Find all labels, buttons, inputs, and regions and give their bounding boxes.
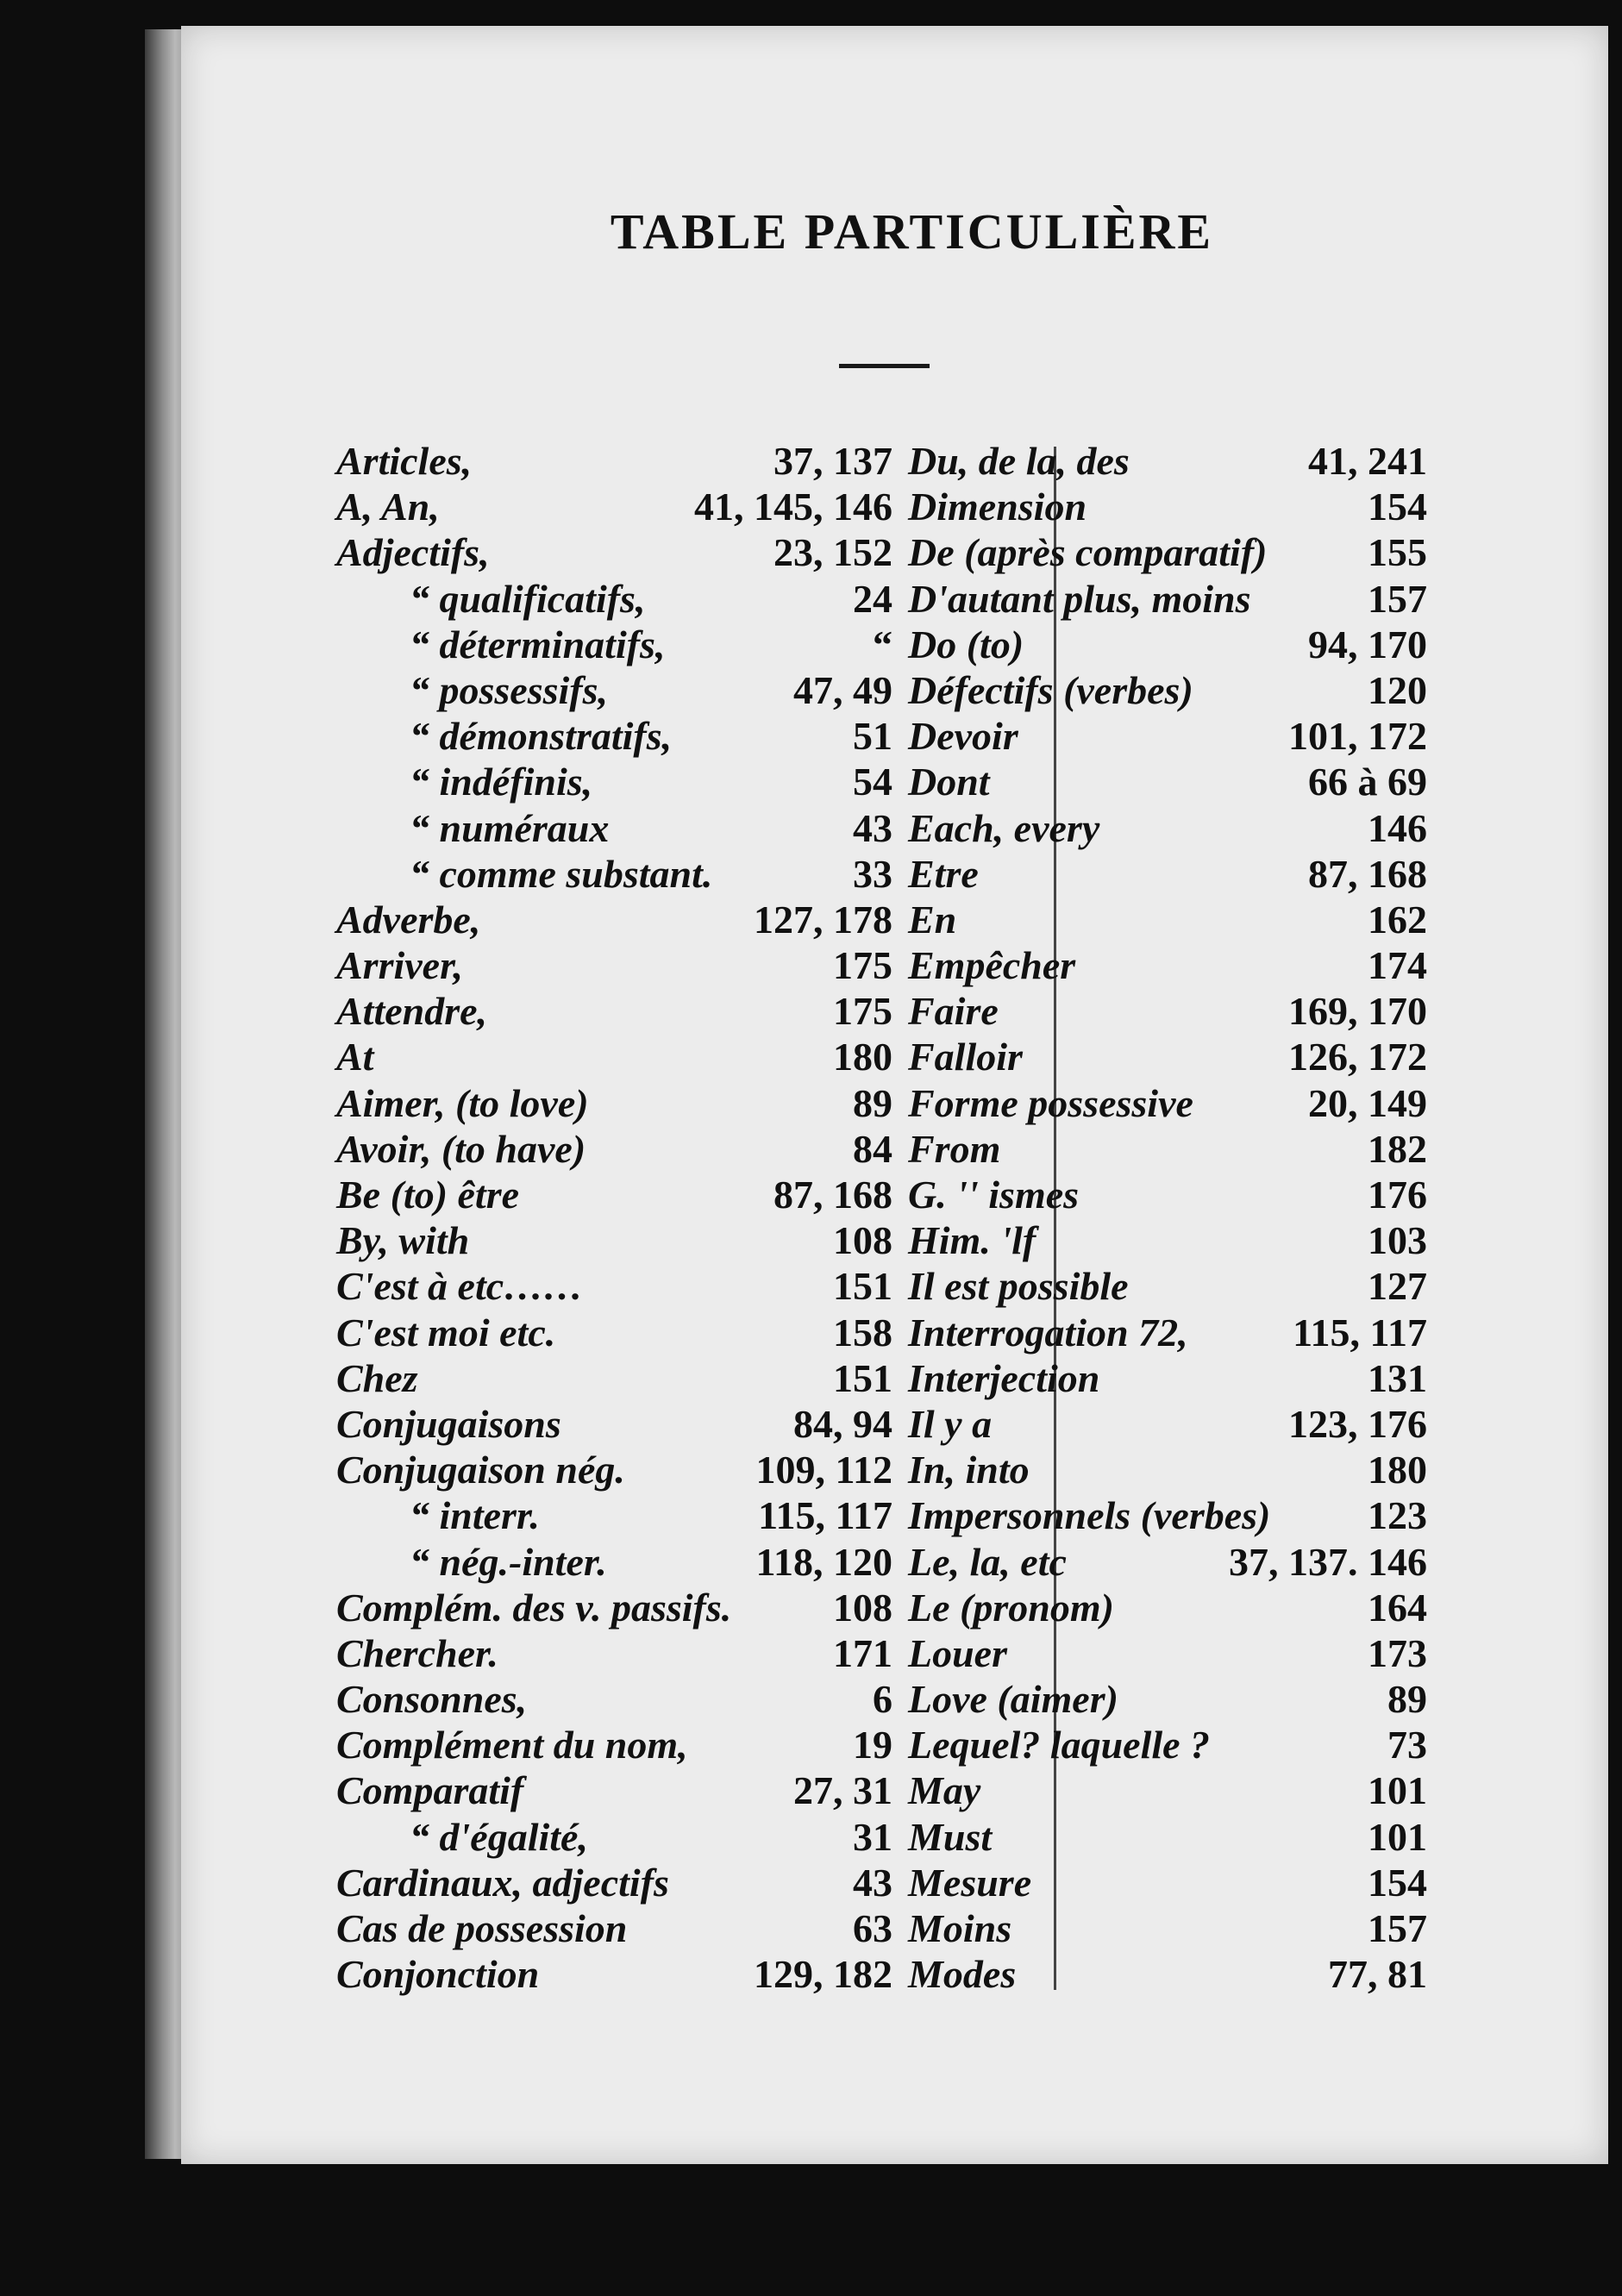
index-entry bbox=[336, 1355, 892, 1401]
index-entry-label: Dont bbox=[908, 760, 990, 804]
index-entry bbox=[336, 1814, 892, 1860]
index-entry-pages: 146 bbox=[1368, 805, 1427, 850]
index-entry bbox=[336, 1401, 892, 1447]
index-entry-label: “ déterminatifs, bbox=[410, 622, 666, 666]
book-page bbox=[181, 26, 1608, 2164]
index-entry-label: Modes bbox=[908, 1952, 1017, 1997]
index-entry bbox=[336, 1539, 892, 1585]
index-entry bbox=[908, 1722, 1427, 1767]
index-entry bbox=[908, 988, 1427, 1034]
index-entry-label: Interjection bbox=[908, 1355, 1100, 1400]
index-entry bbox=[908, 1217, 1427, 1263]
index-entry bbox=[336, 897, 892, 942]
index-entry-pages: 37, 137. 146 bbox=[1229, 1539, 1427, 1584]
index-entry bbox=[908, 576, 1427, 622]
index-entry-label: Complément du nom, bbox=[336, 1723, 688, 1767]
index-entry bbox=[908, 1767, 1427, 1813]
index-entry-pages: 19 bbox=[853, 1723, 892, 1767]
index-entry-label: Chercher. bbox=[336, 1630, 498, 1675]
index-entry-label: Do (to) bbox=[908, 622, 1024, 666]
index-entry-label: “ comme substant. bbox=[410, 851, 713, 896]
index-entry-pages: 154 bbox=[1368, 485, 1427, 529]
index-entry bbox=[908, 1355, 1427, 1401]
index-entry bbox=[908, 622, 1427, 667]
index-entry-pages: 175 bbox=[833, 943, 892, 988]
index-entry-pages: 37, 137 bbox=[773, 439, 892, 483]
index-entry-label: Il y a bbox=[908, 1401, 993, 1446]
index-entry-pages: 101, 172 bbox=[1288, 714, 1427, 759]
index-entry-pages: 101 bbox=[1368, 1814, 1427, 1859]
index-entry-label: Chez bbox=[336, 1355, 418, 1400]
index-entry-label: “ possessifs, bbox=[410, 667, 609, 712]
index-entry-pages: 94, 170 bbox=[1308, 622, 1427, 666]
index-entry bbox=[908, 1126, 1427, 1172]
index-entry-pages: 127, 178 bbox=[754, 897, 892, 942]
page-title: TABLE PARTICULIÈRE bbox=[610, 203, 1214, 260]
index-entry-label: “ démonstratifs, bbox=[410, 714, 673, 759]
index-entry-label: Adjectifs, bbox=[336, 530, 490, 575]
index-entry-pages: 182 bbox=[1368, 1126, 1427, 1171]
index-entry bbox=[908, 1585, 1427, 1630]
index-entry bbox=[336, 1217, 892, 1263]
index-entry bbox=[336, 1860, 892, 1905]
index-entry-label: “ indéfinis, bbox=[410, 760, 593, 804]
index-entry-pages: 180 bbox=[1368, 1448, 1427, 1492]
index-entry bbox=[908, 1310, 1427, 1355]
index-entry-label: De (après comparatif) bbox=[908, 530, 1268, 575]
index-entry-pages: 89 bbox=[853, 1080, 892, 1125]
index-entry-label: Le, la, etc bbox=[908, 1539, 1067, 1584]
index-entry-pages: 31 bbox=[853, 1814, 892, 1859]
index-entry-pages: 126, 172 bbox=[1288, 1035, 1427, 1079]
index-entry-label: G. '' ismes bbox=[908, 1173, 1080, 1217]
index-entry-label: “ d'égalité, bbox=[410, 1814, 588, 1859]
index-entry bbox=[336, 1492, 892, 1538]
index-entry bbox=[908, 1539, 1427, 1585]
index-entry-label: Le (pronom) bbox=[908, 1585, 1114, 1630]
index-entry-pages: 43 bbox=[853, 805, 892, 850]
index-entry-pages: 108 bbox=[833, 1218, 892, 1263]
index-entry-pages: 129, 182 bbox=[754, 1952, 892, 1997]
index-entry bbox=[336, 1447, 892, 1492]
index-entry-pages: 77, 81 bbox=[1328, 1952, 1427, 1997]
index-entry bbox=[336, 1263, 892, 1309]
index-entry-pages: 118, 120 bbox=[755, 1539, 892, 1584]
index-entry-pages: 115, 117 bbox=[758, 1493, 892, 1538]
index-entry-label: “ interr. bbox=[410, 1493, 540, 1538]
title-rule bbox=[839, 364, 930, 368]
index-entry-label: Dimension bbox=[908, 485, 1087, 529]
index-entry-pages: “ bbox=[873, 622, 892, 666]
index-entry-label: Him. 'lf bbox=[908, 1218, 1036, 1263]
index-entry-label: Attendre, bbox=[336, 989, 488, 1034]
index-entry-pages: 157 bbox=[1368, 576, 1427, 621]
index-entry-label: From bbox=[908, 1126, 1001, 1171]
index-entry-label: A, An, bbox=[336, 485, 440, 529]
index-entry-label: C'est moi etc. bbox=[336, 1310, 556, 1354]
index-entry-label: C'est à etc…… bbox=[336, 1264, 584, 1309]
index-entry bbox=[336, 713, 892, 759]
index-entry bbox=[336, 576, 892, 622]
index-entry bbox=[336, 942, 892, 988]
index-entry bbox=[336, 1126, 892, 1172]
index-entry-pages: 131 bbox=[1368, 1355, 1427, 1400]
index-entry-label: Falloir bbox=[908, 1035, 1023, 1079]
index-column-right bbox=[908, 438, 1427, 1997]
index-entry-label: Conjugaisons bbox=[336, 1401, 561, 1446]
index-entry-pages: 54 bbox=[853, 760, 892, 804]
index-entry-pages: 41, 145, 146 bbox=[694, 485, 892, 529]
index-entry bbox=[908, 1951, 1427, 1997]
index-entry-pages: 151 bbox=[833, 1264, 892, 1309]
index-entry-pages: 66 à 69 bbox=[1308, 760, 1427, 804]
index-entry-label: Avoir, (to have) bbox=[336, 1126, 586, 1171]
index-entry-pages: 174 bbox=[1368, 943, 1427, 988]
index-entry-label: Consonnes, bbox=[336, 1677, 528, 1722]
index-entry bbox=[336, 1034, 892, 1079]
index-entry-label: “ numéraux bbox=[410, 805, 610, 850]
index-entry-pages: 123 bbox=[1368, 1493, 1427, 1538]
index-entry bbox=[336, 759, 892, 804]
index-entry bbox=[908, 1814, 1427, 1860]
index-entry bbox=[908, 759, 1427, 804]
index-entry-label: D'autant plus, moins bbox=[908, 576, 1251, 621]
index-entry-label: Mesure bbox=[908, 1860, 1032, 1905]
index-entry bbox=[336, 1767, 892, 1813]
index-entry bbox=[336, 988, 892, 1034]
index-entry-label: Be (to) être bbox=[336, 1173, 520, 1217]
index-entry-pages: 20, 149 bbox=[1308, 1080, 1427, 1125]
index-entry-label: Adverbe, bbox=[336, 897, 481, 942]
index-entry bbox=[908, 529, 1427, 575]
index-entry-pages: 84, 94 bbox=[793, 1401, 892, 1446]
index-entry-label: “ nég.-inter. bbox=[410, 1539, 607, 1584]
index-entry-pages: 84 bbox=[853, 1126, 892, 1171]
index-entry bbox=[336, 1630, 892, 1676]
index-entry-label: Impersonnels (verbes) bbox=[908, 1493, 1271, 1538]
index-entry bbox=[908, 805, 1427, 851]
index-entry-pages: 173 bbox=[1368, 1630, 1427, 1675]
index-entry bbox=[908, 1263, 1427, 1309]
index-entry-pages: 23, 152 bbox=[773, 530, 892, 575]
index-entry-pages: 24 bbox=[853, 576, 892, 621]
index-entry-pages: 27, 31 bbox=[793, 1768, 892, 1813]
index-entry-pages: 41, 241 bbox=[1308, 439, 1427, 483]
index-entry bbox=[336, 851, 892, 897]
index-entry-label: Lequel? laquelle ? bbox=[908, 1723, 1211, 1767]
index-entry-label: Du, de la, des bbox=[908, 439, 1130, 483]
index-entry-pages: 87, 168 bbox=[773, 1173, 892, 1217]
index-entry-pages: 33 bbox=[853, 851, 892, 896]
index-entry-label: Must bbox=[908, 1814, 993, 1859]
index-entry-label: Cardinaux, adjectifs bbox=[336, 1860, 669, 1905]
index-entry bbox=[908, 897, 1427, 942]
index-column-left bbox=[336, 438, 892, 1997]
index-entry bbox=[336, 438, 892, 484]
index-entry-pages: 123, 176 bbox=[1288, 1401, 1427, 1446]
index-entry-label: In, into bbox=[908, 1448, 1030, 1492]
index-entry-pages: 169, 170 bbox=[1288, 989, 1427, 1034]
index-entry bbox=[908, 1492, 1427, 1538]
index-entry bbox=[908, 438, 1427, 484]
index-entry-label: Conjugaison nég. bbox=[336, 1448, 625, 1492]
index-entry-pages: 162 bbox=[1368, 897, 1427, 942]
index-entry-label: Each, every bbox=[908, 805, 1100, 850]
index-entry-pages: 6 bbox=[873, 1677, 892, 1722]
index-entry-pages: 87, 168 bbox=[1308, 851, 1427, 896]
index-entry-pages: 171 bbox=[833, 1630, 892, 1675]
index-entry-label: Love (aimer) bbox=[908, 1677, 1118, 1722]
index-entry-pages: 43 bbox=[853, 1860, 892, 1905]
index-entry bbox=[908, 1630, 1427, 1676]
index-entry-pages: 109, 112 bbox=[755, 1448, 892, 1492]
index-entry bbox=[908, 851, 1427, 897]
index-entry bbox=[908, 713, 1427, 759]
index-entry-label: Aimer, (to love) bbox=[336, 1080, 589, 1125]
index-entry bbox=[336, 805, 892, 851]
index-entry-pages: 176 bbox=[1368, 1173, 1427, 1217]
index-entry bbox=[336, 529, 892, 575]
index-entry-pages: 127 bbox=[1368, 1264, 1427, 1309]
index-entry-label: Etre bbox=[908, 851, 979, 896]
index-entry-pages: 51 bbox=[853, 714, 892, 759]
index-entry-pages: 154 bbox=[1368, 1860, 1427, 1905]
index-entry-pages: 158 bbox=[833, 1310, 892, 1354]
index-entry-label: Forme possessive bbox=[908, 1080, 1193, 1125]
index-entry-pages: 180 bbox=[833, 1035, 892, 1079]
index-entry bbox=[336, 622, 892, 667]
index-entry-pages: 47, 49 bbox=[793, 667, 892, 712]
index-entry-pages: 175 bbox=[833, 989, 892, 1034]
index-entry-pages: 115, 117 bbox=[1293, 1310, 1427, 1354]
index-entry-pages: 164 bbox=[1368, 1585, 1427, 1630]
index-entry bbox=[336, 1172, 892, 1217]
index-entry bbox=[336, 1951, 892, 1997]
index-entry-label: By, with bbox=[336, 1218, 470, 1263]
index-entry bbox=[908, 667, 1427, 713]
index-entry-pages: 73 bbox=[1387, 1723, 1427, 1767]
index-entry bbox=[336, 1080, 892, 1126]
index-entry-label: Conjonction bbox=[336, 1952, 540, 1997]
index-entry-label: Cas de possession bbox=[336, 1906, 628, 1950]
index-entry-label: Défectifs (verbes) bbox=[908, 667, 1193, 712]
index-entry-label: Devoir bbox=[908, 714, 1018, 759]
index-entry-label: Faire bbox=[908, 989, 999, 1034]
index-entry bbox=[336, 1310, 892, 1355]
index-entry-label: Moins bbox=[908, 1906, 1012, 1950]
index-entry-label: Il est possible bbox=[908, 1264, 1129, 1309]
index-entry bbox=[908, 1172, 1427, 1217]
index-entry bbox=[336, 484, 892, 529]
index-entry bbox=[908, 1034, 1427, 1079]
index-entry-pages: 155 bbox=[1368, 530, 1427, 575]
index-entry-label: “ qualificatifs, bbox=[410, 576, 646, 621]
index-entry bbox=[908, 1080, 1427, 1126]
index-entry bbox=[908, 942, 1427, 988]
index-entry-pages: 103 bbox=[1368, 1218, 1427, 1263]
index-entry-pages: 101 bbox=[1368, 1768, 1427, 1813]
index-entry-pages: 120 bbox=[1368, 667, 1427, 712]
index-entry bbox=[336, 1676, 892, 1722]
index-entry bbox=[336, 1722, 892, 1767]
index-entry-label: Complém. des v. passifs. bbox=[336, 1585, 732, 1630]
index-entry-label: Empêcher bbox=[908, 943, 1076, 988]
index-entry bbox=[336, 1905, 892, 1951]
index-entry-label: May bbox=[908, 1768, 981, 1813]
index-entry-pages: 157 bbox=[1368, 1906, 1427, 1950]
index-entry-label: Articles, bbox=[336, 439, 473, 483]
index-entry-label: En bbox=[908, 897, 957, 942]
index-entry bbox=[908, 1676, 1427, 1722]
index-entry-pages: 108 bbox=[833, 1585, 892, 1630]
index-entry bbox=[336, 1585, 892, 1630]
index-entry bbox=[908, 1905, 1427, 1951]
index-entry bbox=[908, 484, 1427, 529]
index-entry-label: Comparatif bbox=[336, 1768, 524, 1813]
index-entry bbox=[908, 1447, 1427, 1492]
index-entry-label: Arriver, bbox=[336, 943, 463, 988]
index-entry-pages: 151 bbox=[833, 1355, 892, 1400]
index-entry-label: Louer bbox=[908, 1630, 1007, 1675]
index-entry bbox=[908, 1401, 1427, 1447]
index-entry bbox=[336, 667, 892, 713]
index-entry-pages: 89 bbox=[1387, 1677, 1427, 1722]
index-entry-label: At bbox=[336, 1035, 374, 1079]
index-entry-label: Interrogation 72, bbox=[908, 1310, 1188, 1354]
index-entry bbox=[908, 1860, 1427, 1905]
index-entry-pages: 63 bbox=[853, 1906, 892, 1950]
